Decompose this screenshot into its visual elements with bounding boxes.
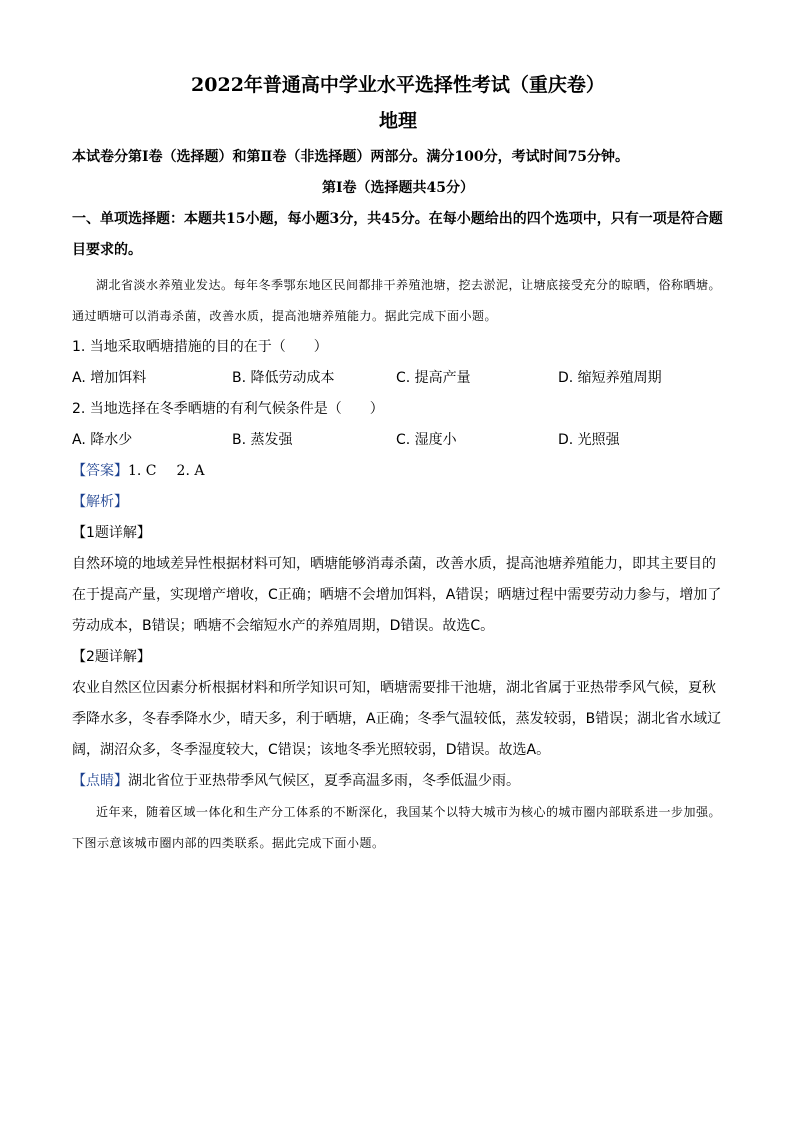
option-a: A. 增加饵料 (72, 370, 147, 386)
question-2-options (72, 425, 724, 456)
q1-detail-text: 自然环境的地域差异性根据材料可知，晒塘能够消毒杀菌，改善水质，提高池塘养殖能力，即其主要目的在于提高产量，实现增产增收，C正确；晒塘不会增加饵料，A错误；晒塘过程中需要劳动力参与，增加了劳动成本，B错误；晒塘不会缩短水产的养殖周期，D错误。故选C。 (72, 556, 722, 634)
analysis-tag: 【解析】 (72, 494, 128, 510)
option-c: C. 湿度小 (396, 432, 457, 448)
option-d: D. 光照强 (558, 432, 620, 448)
exam-page (72, 70, 724, 859)
exam-title: 2022年普通高中学业水平选择性考试（重庆卷） (191, 74, 605, 96)
exam-intro: 本试卷分第Ⅰ卷（选择题）和第Ⅱ卷（非选择题）两部分。满分100分，考试时间75分钟。 (72, 149, 630, 165)
option-b: B. 降低劳动成本 (232, 370, 335, 386)
question-1-stem: 1. 当地采取晒塘措施的目的在于（ ） (72, 339, 328, 355)
option-a: A. 降水少 (72, 432, 133, 448)
question-1-options (72, 363, 724, 394)
tip-tag: 【点睛】 (72, 773, 128, 789)
option-b: B. 蒸发强 (232, 432, 293, 448)
material-paragraph-2: 近年来，随着区域一体化和生产分工体系的不断深化，我国某个以特大城市为核心的城市圈内部联系进一步加强。下图示意该城市圈内部的四类联系。据此完成下面小题。 (72, 805, 722, 850)
answer-tag: 【答案】 (72, 463, 128, 479)
tip-text: 湖北省位于亚热带季风气候区，夏季高温多雨，冬季低温少雨。 (128, 773, 520, 789)
answer-1: 1. C (128, 463, 157, 479)
section-title: 第Ⅰ卷（选择题共45分） (321, 180, 475, 196)
subject-title: 地理 (378, 110, 417, 132)
material-paragraph: 湖北省淡水养殖业发达。每年冬季鄂东地区民间都排干养殖池塘，挖去淤泥，让塘底接受充分的晾晒，俗称晒塘。通过晒塘可以消毒杀菌，改善水质，提高池塘养殖能力。据此完成下面小题。 (72, 278, 722, 323)
option-c: C. 提高产量 (396, 370, 471, 386)
question-2-stem: 2. 当地选择在冬季晒塘的有利气候条件是（ ） (72, 401, 384, 417)
q2-detail-tag: 【2题详解】 (72, 649, 151, 665)
section-instruction: 一、单项选择题：本题共15小题，每小题3分，共45分。在每小题给出的四个选项中，只有一项是符合题目要求的。 (72, 211, 723, 258)
q2-detail-text: 农业自然区位因素分析根据材料和所学知识可知，晒塘需要排干池塘，湖北省属于亚热带季风气候，夏秋季降水多，冬春季降水少，晴天多，利于晒塘，A正确；冬季气温较低，蒸发较弱，B错误；湖北省水域辽阔，湖沼众多，冬季湿度较大，C错误；该地冬季光照较弱，D错误。故选A。 (72, 680, 722, 758)
option-d: D. 缩短养殖周期 (558, 370, 662, 386)
q1-detail-tag: 【1题详解】 (72, 525, 151, 541)
tip-line (72, 766, 724, 797)
answer-line (72, 456, 724, 487)
answer-2: 2. A (176, 463, 205, 479)
